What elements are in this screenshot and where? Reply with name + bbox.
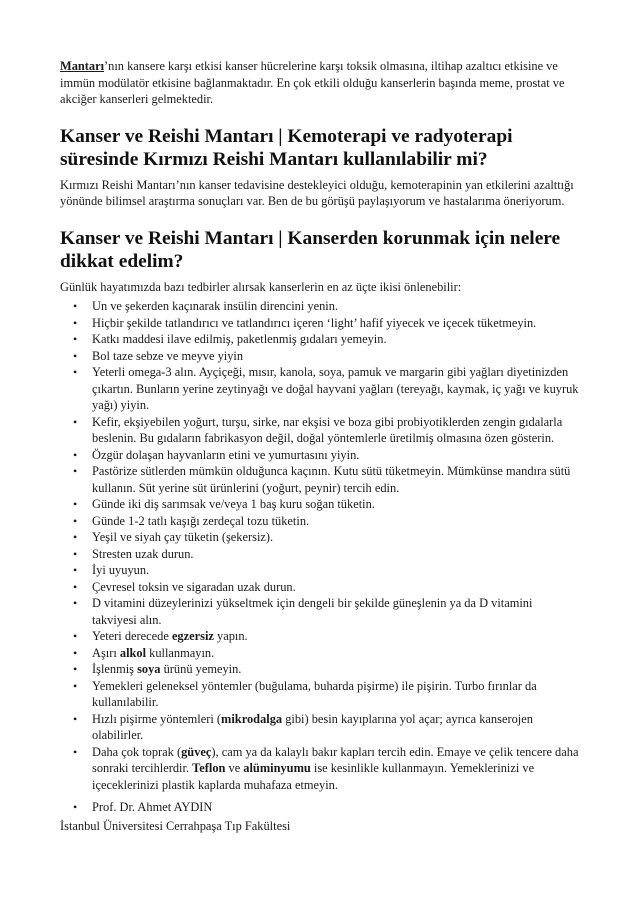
- list-item-microwave: • Hızlı pişirme yöntemleri (mikrodalga gibi) besin kayıplarına yol açar; ayrıca kanserojen olabilirler.: [92, 711, 580, 744]
- list-item: • Hiçbir şekilde tatlandırıcı ve tatlandırıcı içeren ‘light’ hafif yiyecek ve içecek tüketmeyin.: [92, 315, 580, 332]
- list-item-author: • Prof. Dr. Ahmet AYDIN: [92, 799, 580, 816]
- document-page: [60, 58, 580, 834]
- list-item: • Yeşil ve siyah çay tüketin (şekersiz).: [92, 529, 580, 546]
- section2-lead: Günlük hayatımızda bazı tedbirler alırsak kanserlerin en az üçte ikisi önlenebilir:: [60, 279, 462, 294]
- section2-heading: Kanser ve Reishi Mantarı | Kanserden korunmak için nelere dikkat edelim?: [60, 227, 561, 272]
- list-item: • Günde 1-2 tatlı kaşığı zerdeçal tozu tüketin.: [92, 513, 580, 530]
- list-item: • D vitamini düzeylerinizi yükseltmek için dengeli bir şekilde güneşlenin ya da D vitamini takviyesi alın.: [92, 595, 580, 628]
- list-item: • Özgür dolaşan hayvanların etini ve yumurtasını yiyin.: [92, 447, 580, 464]
- list-item: • Un ve şekerden kaçınarak insülin direncini yenin.: [92, 298, 580, 315]
- list-item: • Bol taze sebze ve meyve yiyin: [92, 348, 580, 365]
- list-item: • Günde iki diş sarımsak ve/veya 1 baş kuru soğan tüketin.: [92, 496, 580, 513]
- list-item: • İyi uyuyun.: [92, 562, 580, 579]
- list-item: • Kefir, ekşiyebilen yoğurt, turşu, sirke, nar ekşisi ve boza gibi probiyotiklerden zengin gıdalarla beslenin. Bu gıdaların fabrikasyon değil, doğal yöntemlerle üretilmiş olmasına özen gösterin.: [92, 414, 580, 447]
- list-item-alcohol: • Aşırı alkol kullanmayın.: [92, 645, 580, 662]
- list-item: • Yeterli omega-3 alın. Ayçiçeği, mısır, kanola, soya, pamuk ve margarin gibi yağları diyetinizden çıkartın. Bunların yerine zeytinyağı ve doğal hayvani yağları (tereyağı, kaymak, iç yağı ve kuyruk yağı) yiyin.: [92, 364, 580, 414]
- intro-text: ’nın kansere karşı etkisi kanser hücrelerine karşı toksik olmasına, iltihap azaltıcı etkisine ve immün modülatör etkisine bağlanmaktadır. En çok etkili olduğu kanserlerin başında meme, prostat ve akciğer kanserleri gelmektedir.: [60, 59, 565, 106]
- list-item: • Stresten uzak durun.: [92, 546, 580, 563]
- prevention-list: [60, 298, 580, 816]
- section1-paragraph: Kırmızı Reishi Mantarı’nın kanser tedavisine destekleyici olduğu, kemoterapinin yan etkilerini azalttığı yönünde bilimsel araştırma sonuçları var. Ben de bu görüşü paylaşıyorum ve hastalarıma öneriyorum.: [60, 177, 574, 208]
- list-item: • Katkı maddesi ilave edilmiş, paketlenmiş gıdaları yemeyin.: [92, 331, 580, 348]
- section1-heading: Kanser ve Reishi Mantarı | Kemoterapi ve radyoterapi süresinde Kırmızı Reishi Mantarı kullanılabilir mi?: [60, 125, 513, 170]
- list-item-cooking: • Yemekleri geleneksel yöntemler (buğulama, buharda pişirme) ile pişirin. Turbo fırınlar da kullanılabilir.: [92, 678, 580, 711]
- list-item-exercise: • Yeteri derecede egzersiz yapın.: [92, 628, 580, 645]
- intro-paragraph: [60, 58, 580, 108]
- affiliation-text: İstanbul Üniversitesi Cerrahpaşa Tıp Fakültesi: [60, 818, 291, 833]
- list-item-pots: • Daha çok toprak (güveç), cam ya da kalaylı bakır kapları tercih edin. Emaye ve çelik tencere daha sonraki tercihlerdir. Teflon ve alüminyumu ise kesinlikle kullanmayın. Yemeklerinizi ve içeceklerinizi plastik kaplarda muhafaza etmeyin.: [92, 744, 580, 794]
- mantari-link[interactable]: Mantarı: [60, 59, 105, 73]
- list-item: • Pastörize sütlerden mümkün olduğunca kaçının. Kutu sütü tüketmeyin. Mümkünse mandıra sütü kullanın. Süt yerine süt ürünlerini (yoğurt, peynir) tercih edin.: [92, 463, 580, 496]
- list-item-soy: • İşlenmiş soya ürünü yemeyin.: [92, 661, 580, 678]
- list-item: • Çevresel toksin ve sigaradan uzak durun.: [92, 579, 580, 596]
